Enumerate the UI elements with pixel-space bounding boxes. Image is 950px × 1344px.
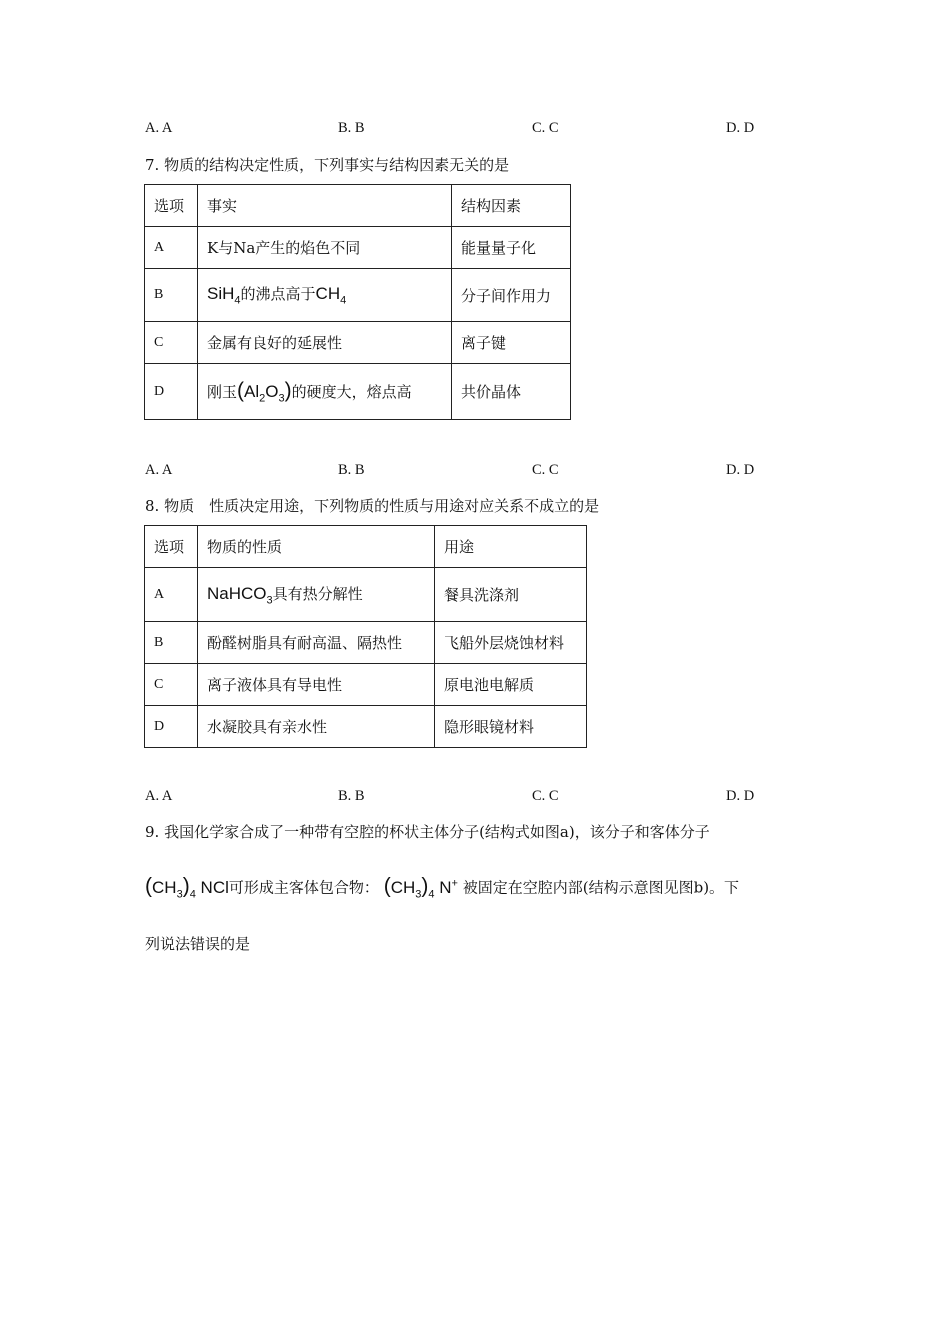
table-row [145, 322, 571, 364]
ch3-4-ncl-formula: $CH_3$ [152, 877, 183, 901]
option-label: A [145, 227, 198, 269]
use-cell: 餐具洗涤剂 [435, 568, 587, 622]
option-label: C [145, 664, 198, 706]
table-row [145, 269, 571, 322]
use-cell: 飞船外层烧蚀材料 [435, 622, 587, 664]
ch4-formula: $CH_4$ [315, 284, 347, 307]
sih4-formula: SiH$_4$ [207, 284, 241, 307]
q8-stem: 8. 物质 性质决定用途，下列物质的性质与用途对应关系不成立的是 [145, 497, 600, 515]
table-header-cell: 选项 [145, 526, 198, 568]
fact-cell: SiH$_4$的沸点高于$CH_4$ [198, 269, 452, 322]
table-header-row [145, 526, 587, 568]
q7-table [144, 184, 571, 420]
property-cell: 离子液体具有导电性 [198, 664, 435, 706]
q8-option-b[interactable]: B. B [338, 788, 365, 804]
ch3-4-n-plus-formula: $CH_3$ [390, 877, 422, 901]
q8-option-c[interactable]: C. C [532, 788, 559, 804]
factor-cell: 能量量子化 [452, 227, 571, 269]
option-label: D [145, 706, 198, 748]
table-header-cell: 选项 [145, 185, 198, 227]
table-header-cell: 物质的性质 [198, 526, 435, 568]
q7-options [145, 462, 785, 482]
table-header-cell: 结构因素 [452, 185, 571, 227]
use-cell: 隐形眼镜材料 [435, 706, 587, 748]
table-row [145, 568, 587, 622]
factor-cell: 分子间作用力 [452, 269, 571, 322]
q8-option-a[interactable]: A. A [145, 788, 173, 804]
property-cell: NaHCO$_3$具有热分解性 [198, 568, 435, 622]
property-cell: 水凝胶具有亲水性 [198, 706, 435, 748]
table-header-cell: 事实 [198, 185, 452, 227]
q8-table [144, 525, 587, 748]
table-row [145, 227, 571, 269]
q6-option-b[interactable]: B. B [338, 120, 365, 136]
table-row [145, 364, 571, 420]
q7-option-b[interactable]: B. B [338, 462, 365, 478]
q7-option-c[interactable]: C. C [532, 462, 559, 478]
q7-stem: 7. 物质的结构决定性质，下列事实与结构因素无关的是 [145, 156, 510, 174]
fact-cell: 金属有良好的延展性 [198, 322, 452, 364]
factor-cell: 离子键 [452, 322, 571, 364]
table-header-cell: 用途 [435, 526, 587, 568]
option-label: A [145, 568, 198, 622]
q9-stem-line3: 列说法错误的是 [145, 935, 251, 953]
q9-stem-line1: 9. 我国化学家合成了一种带有空腔的杯状主体分子(结构式如图a)，该分子和客体分子 [145, 823, 710, 841]
table-row [145, 664, 587, 706]
option-label: C [145, 322, 198, 364]
use-cell: 原电池电解质 [435, 664, 587, 706]
table-row [145, 706, 587, 748]
q7-option-d[interactable]: D. D [726, 462, 755, 478]
factor-cell: 共价晶体 [452, 364, 571, 420]
fact-cell: 刚玉$(Al_2O_3)$的硬度大，熔点高 [198, 364, 452, 420]
nahco3-formula: NaHCO$_3$ [207, 583, 273, 607]
table-row [145, 622, 587, 664]
q6-option-d[interactable]: D. D [726, 120, 755, 136]
q8-options [145, 788, 785, 808]
table-header-row [145, 185, 571, 227]
al2o3-formula: $Al_2O_3$ [244, 381, 285, 405]
q9-stem-line2: $(CH_3)_4$ NCl可形成主客体包合物： $(CH_3)_4$ N+ 被固定在空腔内部(结构示意图见图b)。下 [145, 874, 740, 901]
option-label: B [145, 622, 198, 664]
q6-option-c[interactable]: C. C [532, 120, 559, 136]
q7-option-a[interactable]: A. A [145, 462, 173, 478]
fact-cell: K与Na产生的焰色不同 [198, 227, 452, 269]
q8-option-d[interactable]: D. D [726, 788, 755, 804]
option-label: D [145, 364, 198, 420]
q6-option-a[interactable]: A. A [145, 120, 173, 136]
property-cell: 酚醛树脂具有耐高温、隔热性 [198, 622, 435, 664]
q6-options [145, 120, 785, 140]
option-label: B [145, 269, 198, 322]
